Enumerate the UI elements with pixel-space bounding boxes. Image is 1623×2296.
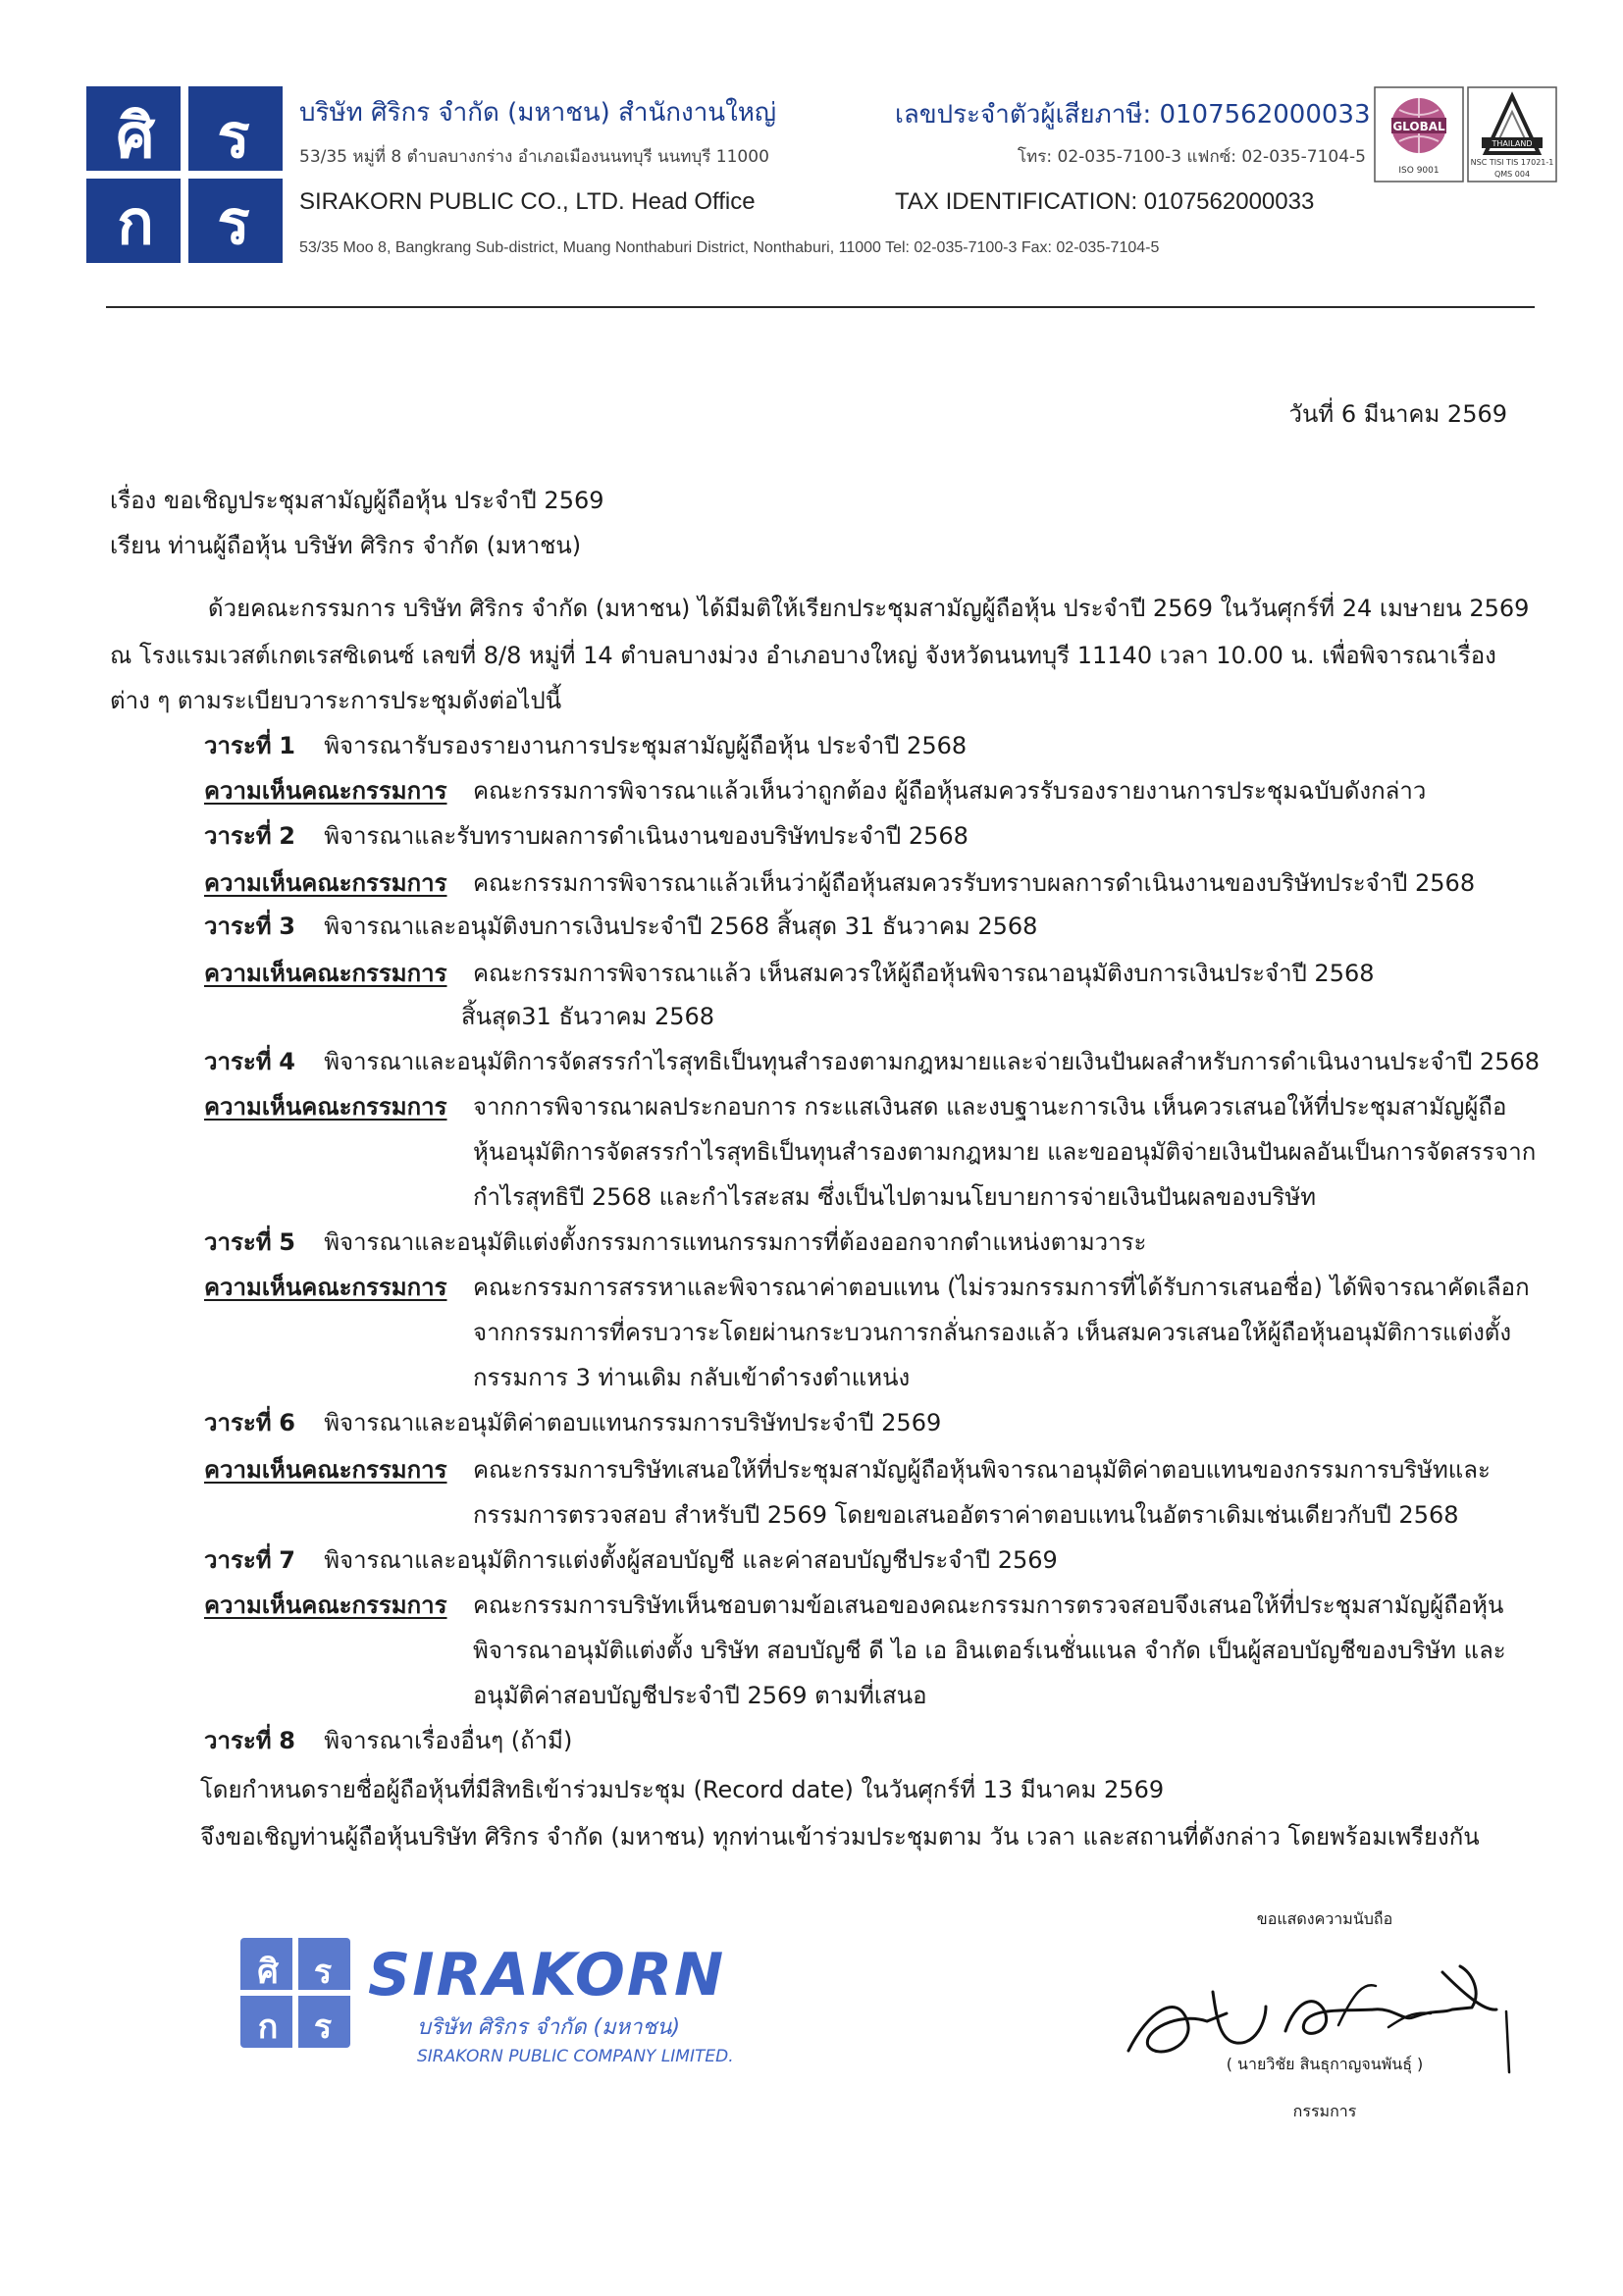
agenda-title: พิจารณาและอนุมัติแต่งตั้งกรรมการแทนกรรมการที่ต้องออกจากตำแหน่งตามวาระ (324, 1228, 1147, 1256)
agenda-item-2 (204, 820, 969, 852)
badge-qms: QMS 004 (1493, 170, 1531, 179)
tax-id-th: เลขประจำตัวผู้เสียภาษี: 0107562000033 (895, 100, 1371, 130)
stamp-name-en: SIRAKORN PUBLIC COMPANY LIMITED. (417, 2047, 734, 2066)
agenda-title: พิจารณาและอนุมัติการจัดสรรกำไรสุทธิเป็นทุนสำรองตามกฎหมายและจ่ายเงินปันผลสำหรับการดำเนินงานประจำปี 2568 (324, 1048, 1541, 1075)
agenda-item-3 (204, 911, 1037, 942)
agenda-title: พิจารณาและอนุมัติค่าตอบแทนกรรมการบริษัทประจำปี 2569 (324, 1409, 942, 1436)
agenda-number: 7 (279, 1546, 295, 1574)
stamp-brand: SIRAKORN (368, 1941, 726, 2009)
opinion-label: ความเห็นคณะกรรมการ (204, 1274, 447, 1301)
intro-line: ด้วยคณะกรรมการ บริษัท ศิริกร จำกัด (มหาชน) ได้มีมติให้เรียกประชุมสามัญผู้ถือหุ้น ประจำปี 2569 ในวันศุกร์ที่ 24 เมษายน 2569 (208, 595, 1530, 622)
signer-position: กรรมการ (1292, 2102, 1357, 2120)
tax-id-en: TAX IDENTIFICATION: 0107562000033 (895, 188, 1315, 215)
opinion-text: คณะกรรมการบริษัทเสนอให้ที่ประชุมสามัญผู้ถือหุ้นพิจารณาอนุมัติค่าตอบแทนของกรรมการบริษัทและ (473, 1456, 1491, 1484)
company-stamp (240, 1928, 790, 2085)
badge-global: GLOBAL (1392, 120, 1445, 133)
opinion-label: ความเห็นคณะกรรมการ (204, 960, 447, 987)
closing-regards: ขอแสดงความนับถือ (1256, 1909, 1393, 1928)
opinion-text: คณะกรรมการพิจารณาแล้ว เห็นสมควรให้ผู้ถือหุ้นพิจารณาอนุมัติงบการเงินประจำปี 2568 (473, 960, 1375, 987)
stamp-name-th: บริษัท ศิริกร จำกัด (มหาชน) (417, 2015, 681, 2040)
agenda-item-5 (204, 1226, 1146, 1258)
company-logo (86, 86, 283, 263)
opinion-text: หุ้นอนุมัติการจัดสรรกำไรสุทธิเป็นทุนสำรองตามกฎหมาย และขออนุมัติจ่ายเงินปันผลอันเป็นการจัดสรรจาก (473, 1138, 1537, 1166)
stamp-logo-letter: ก (257, 2008, 279, 2047)
agenda-item-7 (204, 1544, 1058, 1576)
agenda-item-6 (204, 1407, 941, 1438)
opinion-label: ความเห็นคณะกรรมการ (204, 869, 447, 897)
company-name-th: บริษัท ศิริกร จำกัด (มหาชน) สำนักงานใหญ่ (299, 98, 777, 128)
invitation-line: จึงขอเชิญท่านผู้ถือหุ้นบริษัท ศิริกร จำกัด (มหาชน) ทุกท่านเข้าร่วมประชุมตาม วัน เวลา และสถานที่ดังกล่าว โดยพร้อมเพรียงกัน (200, 1823, 1480, 1851)
opinion-text: สิ้นสุด31 ธันวาคม 2568 (461, 1003, 715, 1030)
agenda-number: 4 (279, 1048, 295, 1075)
opinion-label: ความเห็นคณะกรรมการ (204, 777, 447, 805)
badge-iso: ISO 9001 (1398, 166, 1440, 176)
agenda-title: พิจารณาและอนุมัติการแต่งตั้งผู้สอบบัญชี และค่าสอบบัญชีประจำปี 2569 (324, 1546, 1058, 1574)
agenda-title: พิจารณาเรื่องอื่นๆ (ถ้ามี) (324, 1727, 573, 1754)
logo-letter: ก (117, 186, 154, 258)
salutation-line: เรียน ท่านผู้ถือหุ้น บริษัท ศิริกร จำกัด (มหาชน) (110, 532, 582, 559)
agenda-item-8 (204, 1725, 572, 1756)
company-address-th: 53/35 หมู่ที่ 8 ตำบลบางกร่าง อำเภอเมืองนนทบุรี นนทบุรี 11000 (299, 147, 769, 167)
agenda-title: พิจารณาและรับทราบผลการดำเนินงานของบริษัทประจำปี 2568 (324, 822, 969, 850)
agenda-number: 5 (279, 1228, 295, 1256)
agenda-label: วาระที่ (204, 913, 272, 940)
opinion-text: จากการพิจารณาผลประกอบการ กระแสเงินสด และงบฐานะการเงิน เห็นควรเสนอให้ที่ประชุมสามัญผู้ถือ (473, 1093, 1507, 1121)
agenda-label: วาระที่ (204, 822, 272, 850)
badge-thailand: THAILAND (1492, 139, 1533, 148)
agenda-label: วาระที่ (204, 1546, 272, 1574)
opinion-text: คณะกรรมการพิจารณาแล้วเห็นว่าผู้ถือหุ้นสมควรรับทราบผลการดำเนินงานของบริษัทประจำปี 2568 (473, 869, 1476, 897)
subject-line: เรื่อง ขอเชิญประชุมสามัญผู้ถือหุ้น ประจำปี 2569 (110, 487, 604, 514)
agenda-label: วาระที่ (204, 732, 272, 759)
agenda-label: วาระที่ (204, 1048, 272, 1075)
agenda-item-1 (204, 730, 967, 761)
intro-line: ณ โรงแรมเวสต์เกตเรสซิเดนซ์ เลขที่ 8/8 หมู่ที่ 14 ตำบลบางม่วง อำเภอบางใหญ่ จังหวัดนนทบุรี 11140 เวลา 10.00 น. เพื่อพิจารณาเรื่อง (110, 642, 1496, 669)
record-date-line: โดยกำหนดรายชื่อผู้ถือหุ้นที่มีสิทธิเข้าร่วมประชุม (Record date) ในวันศุกร์ที่ 13 มีนาคม 2569 (200, 1776, 1165, 1803)
agenda-number: 1 (279, 732, 295, 759)
agenda-number: 2 (279, 822, 295, 850)
opinion-text: กรรมการ 3 ท่านเดิม กลับเข้าดำรงตำแหน่ง (473, 1364, 911, 1391)
stamp-logo-letter: ศิ (257, 1953, 279, 1992)
signer-name: ( นายวิชัย สินธุกาญจนพันธุ์ ) (1226, 2055, 1424, 2073)
stamp-logo-letter: ร (313, 2008, 333, 2047)
intro-line: ต่าง ๆ ตามระเบียบวาระการประชุมดังต่อไปนี้ (110, 687, 562, 714)
opinion-text: อนุมัติค่าสอบบัญชีประจำปี 2569 ตามที่เสนอ (473, 1682, 927, 1709)
logo-letter: ร (217, 100, 250, 172)
agenda-label: วาระที่ (204, 1228, 272, 1256)
opinion-text: กรรมการตรวจสอบ สำหรับปี 2569 โดยขอเสนออัตราค่าตอบแทนในอัตราเดิมเช่นเดียวกับปี 2568 (473, 1501, 1459, 1529)
phone-fax-th: โทร: 02-035-7100-3 แฟกซ์: 02-035-7104-5 (1017, 147, 1366, 167)
opinion-label: ความเห็นคณะกรรมการ (204, 1456, 447, 1484)
agenda-item-4 (204, 1046, 1540, 1077)
badge-nsc: NSC TISI TIS 17021-1 (1470, 158, 1554, 167)
agenda-label: วาระที่ (204, 1727, 272, 1754)
agenda-label: วาระที่ (204, 1409, 272, 1436)
opinion-text: คณะกรรมการบริษัทเห็นชอบตามข้อเสนอของคณะกรรมการตรวจสอบจึงเสนอให้ที่ประชุมสามัญผู้ถือหุ้น (473, 1592, 1504, 1619)
opinion-text: กำไรสุทธิปี 2568 และกำไรสะสม ซึ่งเป็นไปตามนโยบายการจ่ายเงินปันผลของบริษัท (473, 1183, 1317, 1211)
company-name-en: SIRAKORN PUBLIC CO., LTD. Head Office (299, 188, 756, 215)
opinion-text: พิจารณาอนุมัติแต่งตั้ง บริษัท สอบบัญชี ดี ไอ เอ อินเตอร์เนชั่นแนล จำกัด เป็นผู้สอบบัญชีของบริษัท และ (473, 1637, 1506, 1664)
agenda-title: พิจารณารับรองรายงานการประชุมสามัญผู้ถือหุ้น ประจำปี 2568 (324, 732, 968, 759)
opinion-text: คณะกรรมการพิจารณาแล้วเห็นว่าถูกต้อง ผู้ถือหุ้นสมควรรับรองรายงานการประชุมฉบับดังกล่าว (473, 777, 1427, 805)
agenda-number: 3 (279, 913, 295, 940)
company-address-en: 53/35 Moo 8, Bangkrang Sub-district, Muang Nonthaburi District, Nonthaburi, 11000 Tel: 02-035-7100-3 Fax: 02-035-7104-5 (299, 239, 1160, 256)
logo-letter: ศิ (116, 100, 155, 172)
header-divider (106, 306, 1535, 308)
letter-date: วันที่ 6 มีนาคม 2569 (1288, 400, 1507, 428)
agenda-number: 6 (279, 1409, 295, 1436)
agenda-number: 8 (279, 1727, 295, 1754)
logo-letter: ร (217, 186, 250, 258)
opinion-label: ความเห็นคณะกรรมการ (204, 1592, 447, 1619)
opinion-label: ความเห็นคณะกรรมการ (204, 1093, 447, 1121)
agenda-title: พิจารณาและอนุมัติงบการเงินประจำปี 2568 สิ้นสุด 31 ธันวาคม 2568 (324, 913, 1038, 940)
opinion-text: จากกรรมการที่ครบวาระโดยผ่านกระบวนการกลั่นกรองแล้ว เห็นสมควรเสนอให้ผู้ถือหุ้นอนุมัติการแต่งตั้ง (473, 1319, 1512, 1346)
certification-badges (1374, 86, 1558, 196)
stamp-logo-letter: ร (313, 1953, 333, 1992)
opinion-text: คณะกรรมการสรรหาและพิจารณาค่าตอบแทน (ไม่รวมกรรมการที่ได้รับการเสนอชื่อ) ได้พิจารณาคัดเลือก (473, 1274, 1530, 1301)
